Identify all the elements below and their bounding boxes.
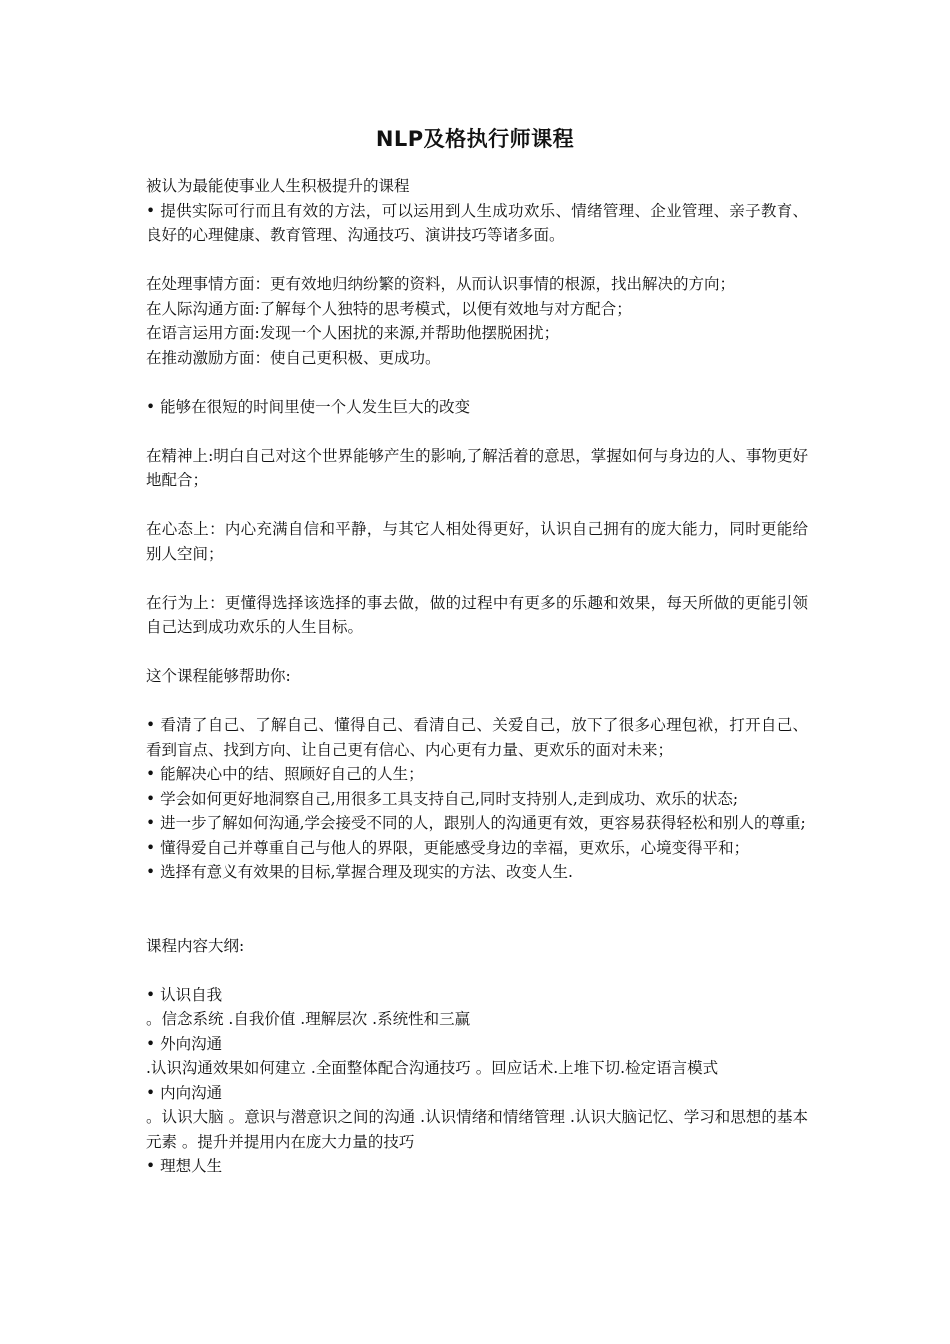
outline-detail: 。认识大脑 。意识与潜意识之间的沟通 .认识情绪和情绪管理 .认识大脑记忆、学习和思想的基本元素 。提升并提用内在庞大力量的技巧 [146, 1108, 808, 1151]
benefit-item: • 能解决心中的结、照顾好自己的人生； [146, 765, 424, 783]
outline-detail: .认识沟通效果如何建立 .全面整体配合沟通技巧 。回应话术.上堆下切.检定语言模式 [146, 1059, 719, 1077]
aspect-line: 在人际沟通方面:了解每个人独特的思考模式，以便有效地与对方配合； [146, 299, 632, 318]
behavior-paragraph: 在行为上：更懂得选择该选择的事去做，做的过程中有更多的乐趣和效果，每天所做的更能引领自己达到成功欢乐的人生目标。 [146, 593, 808, 636]
intro-heading: 被认为最能使事业人生积极提升的课程 [146, 177, 410, 195]
outline-heading: 课程内容大纲: [146, 936, 245, 955]
aspect-line: 在推动激励方面：使自己更积极、更成功。 [146, 348, 441, 367]
benefit-item: • 看清了自己、了解自己、懂得自己、看清自己、关爱自己，放下了很多心理包袱，打开自己、看到盲点、找到方向、让自己更有信心、内心更有力量、更欢乐的面对未来； [146, 716, 808, 759]
change-bullet: • 能够在很短的时间里使一个人发生巨大的改变 [146, 397, 471, 416]
document-title: NLP及格执行师课程 [375, 127, 575, 151]
benefit-item: • 懂得爱自己并尊重自己与他人的界限，更能感受身边的幸福，更欢乐，心境变得平和； [146, 838, 750, 857]
spacer [146, 689, 808, 714]
outline-topic: • 认识自我 [146, 985, 223, 1004]
spacer [146, 419, 808, 444]
spacer [146, 640, 808, 665]
outline-topic: • 理想人生 [146, 1157, 223, 1175]
document-body [146, 174, 808, 1179]
outline-detail: 。信念系统 .自我价值 .理解层次 .系统性和三赢 [146, 1010, 471, 1028]
help-heading: 这个课程能够帮助你: [146, 667, 291, 685]
spacer [146, 248, 808, 273]
intro-bullet: • 提供实际可行而且有效的方法，可以运用到人生成功欢乐、情绪管理、企业管理、亲子教育、良好的心理健康、教育管理、沟通技巧、演讲技巧等诸多面。 [146, 201, 808, 244]
spacer [146, 370, 808, 395]
benefit-item: • 学会如何更好地洞察自己,用很多工具支持自己,同时支持别人,走到成功、欢乐的状态; [146, 789, 739, 808]
benefit-item: • 进一步了解如何沟通,学会接受不同的人，跟别人的沟通更有效，更容易获得轻松和别人的尊重; [146, 814, 806, 832]
spacer [146, 566, 808, 591]
benefit-item: • 选择有意义有效果的目标,掌握合理及现实的方法、改变人生. [146, 863, 573, 881]
mindset-paragraph: 在心态上：内心充满自信和平静，与其它人相处得更好，认识自己拥有的庞大能力，同时更能给别人空间； [146, 520, 808, 563]
aspect-line: 在语言运用方面:发现一个人困扰的来源,并帮助他摆脱困扰； [146, 324, 560, 342]
spirit-paragraph: 在精神上:明白自己对这个世界能够产生的影响,了解活着的意思，掌握如何与身边的人、事物更好地配合； [146, 446, 808, 489]
spacer [146, 958, 808, 983]
outline-topic: • 外向沟通 [146, 1034, 223, 1053]
spacer [146, 493, 808, 518]
aspect-line: 在处理事情方面：更有效地归纳纷繁的资料，从而认识事情的根源，找出解决的方向； [146, 275, 736, 293]
outline-topic: • 内向沟通 [146, 1083, 223, 1102]
spacer [146, 885, 808, 934]
